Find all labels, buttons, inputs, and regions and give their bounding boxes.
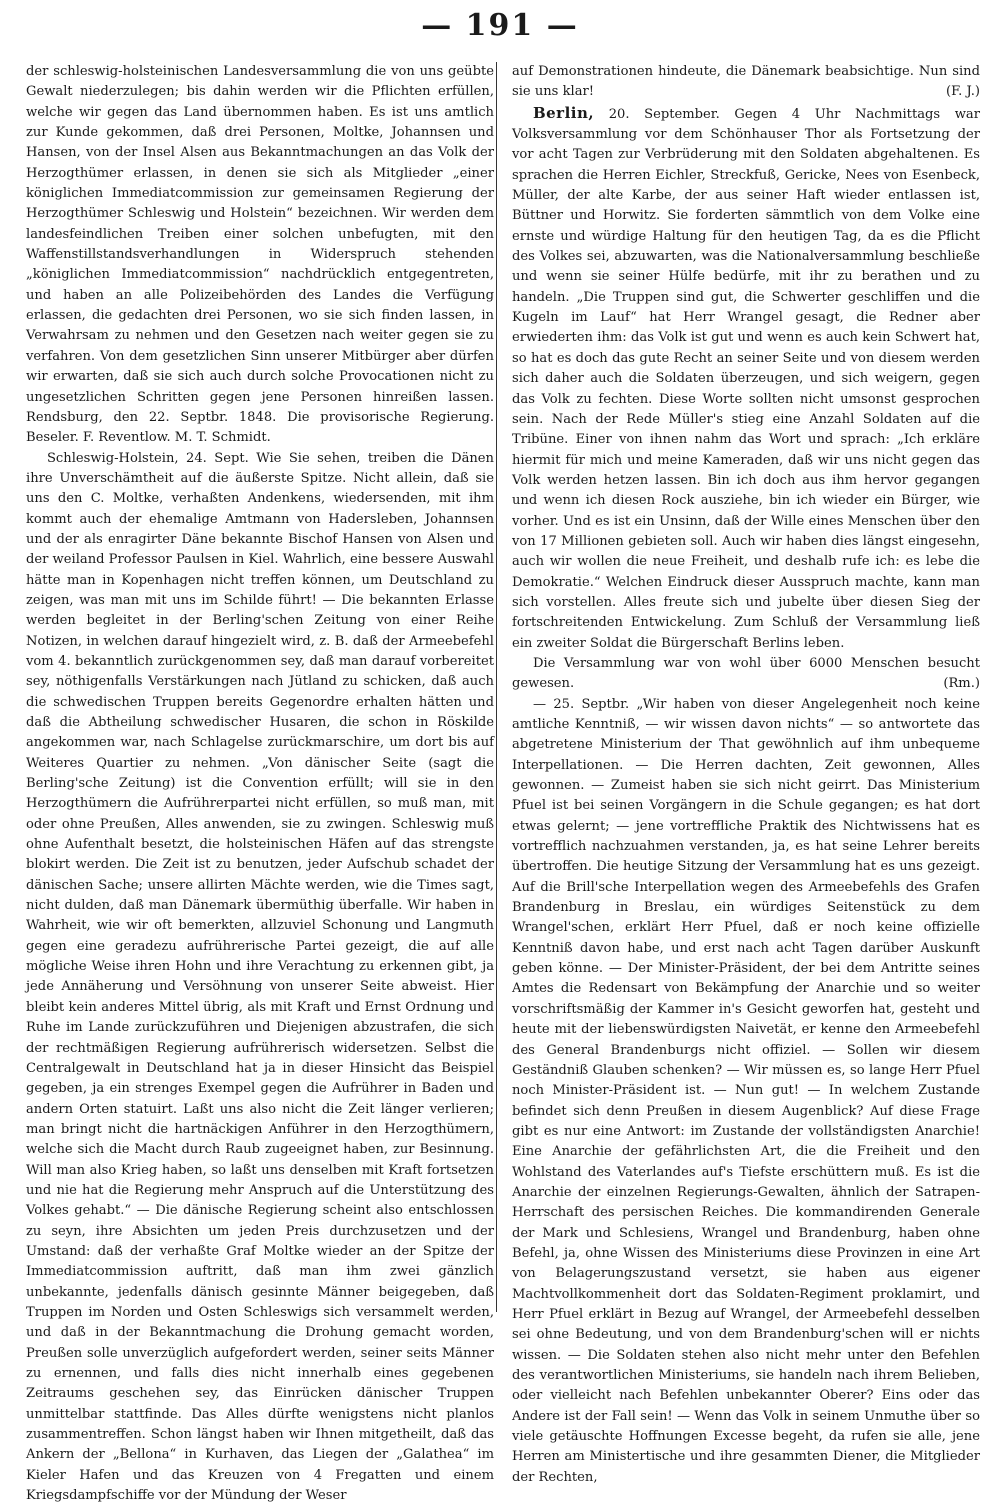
left-column xyxy=(26,62,494,1506)
paragraph-text: 20. September. Gegen 4 Uhr Nachmittags war Volksversammlung vor dem Schönhauser Thor als Fortsetzung der vor acht Tagen zur Verbrüderung mit den Soldaten abgehaltenen. Es sprachen die Herren Eichler, Streckfuß, Gericke, Nees von Esenbeck, Müller, der alte Karbe, der aus seiner Haft wieder entlassen ist, Büttner und Horwitz. Sie forderten sämmtlich von dem Volke eine ernste und würdige Haltung für den heutigen Tag, da es die Pflicht des Volkes sei, abzuwarten, was die Nationalversammlung beschließe und wenn sie seiner Hülfe bedürfe, mit ihr zu berathen und zu handeln. „Die Truppen sind gut, die Schwerter geschliffen und die Kugeln im Lauf“ hat Herr Wrangel gesagt, die Redner aber erwiederten ihm: das Volk ist gut und wenn es auch kein Schwert hat, so hat es doch das gute Recht an seiner Seite und von diesem werden sich daher auch die Soldaten überzeugen, und sich weigern, gegen das Volk zu fechten. Diese Worte sollten nicht umsonst gesprochen sein. Nach der Rede Müller's stieg eine Anzahl Soldaten auf die Tribüne. Einer von ihnen nahm das Wort und sprach: „Ich erkläre hiermit für mich und meine Kameraden, daß wir uns nicht gegen das Volk werden hetzen lassen. Bin ich doch aus ihm hervor gegangen und wenn ich diesen Rock ausziehe, bin ich wieder ein Bürger, wie vorher. Und es ist ein Unsinn, daß der Wille eines Menschen über den von 17 Millionen gebieten soll. Auch wir haben dies längst eingesehn, auch wir wollen die neue Freiheit, und deshalb rufe ich: es lebe die Demokratie.“ Welchen Eindruck dieser Ausspruch machte, kann man sich vorstellen. Alles freute sich und jubelte über diesen Sieg der fortschreitenden Entwickelung. Zum Schluß der Versammlung ließ ein zweiter Soldat die Bürgerschaft Berlins leben. xyxy=(512,106,980,651)
page-header xyxy=(0,8,1000,43)
article-paragraph xyxy=(512,103,980,654)
dateline-headline: Berlin, xyxy=(532,103,595,122)
article-paragraph: der schleswig-holsteinischen Landesversammlung die von uns geübte Gewalt niederzulegen; bis dahin werden wir die Pflichten erfüllen, welche wir gegen das Land übernommen haben. Es ist uns amtlich zur Kunde gekommen, daß drei Personen, Moltke, Johannsen und Hansen, von der Insel Alsen aus Bekanntmachungen an das Volk der Herzogthümer erlassen, in denen sie sich als Mitglieder „einer königlichen Immediatcommission zur gemeinsamen Regierung der Herzogthümer Schleswig und Holstein“ bezeichnen. Wir werden dem landesfeindlichen Treiben einer solchen unbefugten, mit den Waffenstillstandsverhandlungen in Widerspruch stehenden „königlichen Immediatcommission“ nachdrücklich entgegentreten, und haben an alle Polizeibehörden des Landes die Verfügung erlassen, die gedachten drei Personen, wo sie sich finden lassen, in Verwahrsam zu nehmen und den Gesetzen nach weiter gegen sie zu verfahren. Von dem gesetzlichen Sinn unserer Mitbürger aber dürfen wir erwarten, daß sie sich auch durch solche Provocationen nicht zu ungesetzlichen Schritten gegen jene Personen hinreißen lassen. Rendsburg, den 22. Septbr. 1848. Die provisorische Regierung. Beseler. F. Reventlow. M. T. Schmidt. xyxy=(26,64,494,446)
column-divider xyxy=(496,62,497,1312)
page-number: — 191 — xyxy=(421,8,579,43)
source-tag: (Rm.) xyxy=(943,676,980,692)
article-paragraph: — 25. Septbr. „Wir haben von dieser Angelegenheit noch keine amtliche Kenntniß, — wir wissen davon nichts“ — so antwortete das abgetretene Ministerium der That gewöhnlich auf ihm unbequeme Interpellationen. — Die Herren dachten, Zeit gewonnen, Alles gewonnen. — Zumeist haben sie sich nicht geirrt. Das Ministerium Pfuel ist bei seinen Vorgängern in die Schule gegangen; es hat dort etwas gelernt; — jene vortreffliche Praktik des Nichtwissens hat es vortrefflich nachzuahmen verstanden, ja, es hat seine Lehrer bereits übertroffen. Die heutige Sitzung der Versammlung hat es uns gezeigt. Auf die Brill'sche Interpellation wegen des Armeebefehls des Grafen Brandenburg in Breslau, ein würdiges Seitenstück zu dem Wrangel'schen, erklärt Herr Pfuel, daß er noch keine offizielle Kenntniß davon habe, und erst nach acht Tagen darüber Auskunft geben könne. — Der Minister-Präsident, der bei dem Antritte seines Amtes die Redensart von Bekämpfung der Anarchie und so weiter vorschriftsmäßig der Kammer in's Gesicht geworfen hat, gesteht und heute mit der liebenswürdigsten Naivetät, er kenne den Armeebefehl des General Brandenburgs nicht offiziel. — Sollen wir diesem Geständniß Glauben schenken? — Wir müssen es, so lange Herr Pfuel noch Minister-Präsident ist. — Nun gut! — In welchem Zustande befindet sich denn Preußen in diesem Augenblick? Auf diese Frage gibt es nur eine Antwort: im Zustande der vollständigsten Anarchie! Eine Anarchie der gefährlichsten Art, die die Freiheit und den Wohlstand des Vaterlandes auf's Tiefste erschüttern muß. Es ist die Anarchie der einzelnen Regierungs-Gewalten, ähnlich der Satrapen-Herrschaft des persischen Reiches. Die kommandirenden Generale der Mark und Schlesiens, Wrangel und Brandenburg, haben ohne Befehl, ja, ohne Wissen des Ministeriums diese Provinzen in eine Art von Belagerungszustand versetzt, sie haben aus eigener Machtvollkommenheit dort das Soldaten-Regiment proklamirt, und Herr Pfuel erklärt in Bezug auf Wrangel, der Armeebefehl desselben sei ohne Bedeutung, und von dem Brandenburg'schen will er nichts wissen. — Die Soldaten stehen also nicht mehr unter den Befehlen des verantwortlichen Ministeriums, sie handeln nach ihrem Belieben, oder vielleicht nach Befehlen unbekannter Oberer? Eins oder das Andere ist der Fall sein! — Wenn das Volk in seinem Unmuthe über so viele getäuschte Hoffnungen Excesse begeht, da rufen sie alle, jene Herren am Ministertische und ihre gesammten Diener, die Mitglieder der Rechten, xyxy=(512,696,980,1485)
article-paragraph xyxy=(512,62,980,103)
source-tag: (F. J.) xyxy=(946,84,980,100)
article-paragraph xyxy=(512,654,980,695)
right-column xyxy=(512,62,980,1488)
article-paragraph: Schleswig-Holstein, 24. Sept. Wie Sie sehen, treiben die Dänen ihre Unverschämtheit auf die äußerste Spitze. Nicht allein, daß sie uns den C. Moltke, verhaßten Andenkens, wiedersenden, mit ihm kommt auch der ehemalige Amtmann von Hadersleben, Johannsen und der als enragirter Däne bekannte Bischof Hansen von Alsen und der weiland Professor Paulsen in Kiel. Wahrlich, eine bessere Auswahl hätte man in Kopenhagen nicht treffen können, um Deutschland zu zeigen, was man mit uns im Schilde führt! — Die bekannten Erlasse werden begleitet in der Berling'schen Zeitung von einer Reihe Notizen, in welchen darauf hingezielt wird, z. B. daß der Armeebefehl vom 4. bekanntlich zurückgenommen sey, daß man darauf vorbereitet sey, nöthigenfalls Verstärkungen nach Jütland zu schicken, daß auch die schwedischen Truppen bereits Gegenordre erhalten hätten und daß die Abtheilung schwedischer Husaren, die schon in Röskilde angekommen war, nach Schlagelse zurückmarschire, um dort bis auf Weiteres Quartier zu nehmen. „Von dänischer Seite (sagt die Berling'sche Zeitung) ist die Convention erfüllt; will sie in den Herzogthümern die Aufrührerpartei nicht erfüllen, so muß man, mit oder ohne Preußen, Alles anwenden, sie zu zwingen. Schleswig muß ohne Aufenthalt besetzt, die holsteinischen Häfen auf das strengste blokirt werden. Die Zeit ist zu benutzen, jeder Aufschub schadet der dänischen Sache; unsere allirten Mächte werden, wie die Times sagt, nicht dulden, daß man Dänemark übermüthig überfalle. Wir haben in Wahrheit, wie wir oft bemerkten, allzuviel Schonung und Langmuth gegen eine geradezu aufrührerische Partei gezeigt, die auf alle mögliche Weise ihren Hohn und ihre Verachtung zu erkennen gibt, ja jede Annäherung und Versöhnung von unserer Seite abweist. Hier bleibt kein anderes Mittel übrig, als mit Kraft und Ernst Ordnung und Ruhe im Lande zurückzuführen und Diejenigen abzustrafen, die sich der rechtmäßigen Regierung aufrührerisch widersetzen. Selbst die Centralgewalt in Deutschland hat ja in dieser Hinsicht das Beispiel gegeben, ja ein strenges Exempel gegen die Aufrührer in Baden und andern Orten statuirt. Laßt uns also nicht die Zeit länger verlieren; man bringt nicht die hartnäckigen Anführer in den Herzogthümern, welche sich die Macht durch Raub zugeeignet haben, zur Besinnung. Will man also Krieg haben, so laßt uns denselben mit Kraft fortsetzen und nie hat die Regierung mehr Anspruch auf die Unterstützung des Volkes gehabt.“ — Die dänische Regierung scheint also entschlossen zu seyn, ihre Absichten um jeden Preis durchzusetzen und der Umstand: daß der verhaßte Graf Moltke wieder an der Spitze der Immediatcommission auftritt, daß man ihm zwei gänzlich unbekannte, jedenfalls dänisch gesinnte Männer beigegeben, daß Truppen im Norden und Osten Schleswigs sich versammelt werden, und daß in der Bekanntmachung die Drohung gemacht worden, Preußen solle unverzüglich aufgefordert werden, seiner seits Männer zu ernennen, und falls dies nicht innerhalb eines gegebenen Zeitraums geschehen sey, das Einrücken dänischer Truppen unmittelbar stattfinde. Das Alles dürfte wenigstens nicht planlos zusammentreffen. Schon längst haben wir Ihnen mitgetheilt, daß das Ankern der „Bellona“ in Kurhaven, das Liegen der „Galathea“ im Kieler Hafen und das Kreuzen von 4 Fregatten und einem Kriegsdampfschiffe vor der Mündung der Weser xyxy=(26,450,494,1504)
paragraph-text: Die Versammlung war von wohl über 6000 Menschen besucht gewesen. xyxy=(512,655,980,692)
paragraph-text: auf Demonstrationen hindeute, die Dänemark beabsichtige. Nun sind sie uns klar! xyxy=(512,64,980,100)
